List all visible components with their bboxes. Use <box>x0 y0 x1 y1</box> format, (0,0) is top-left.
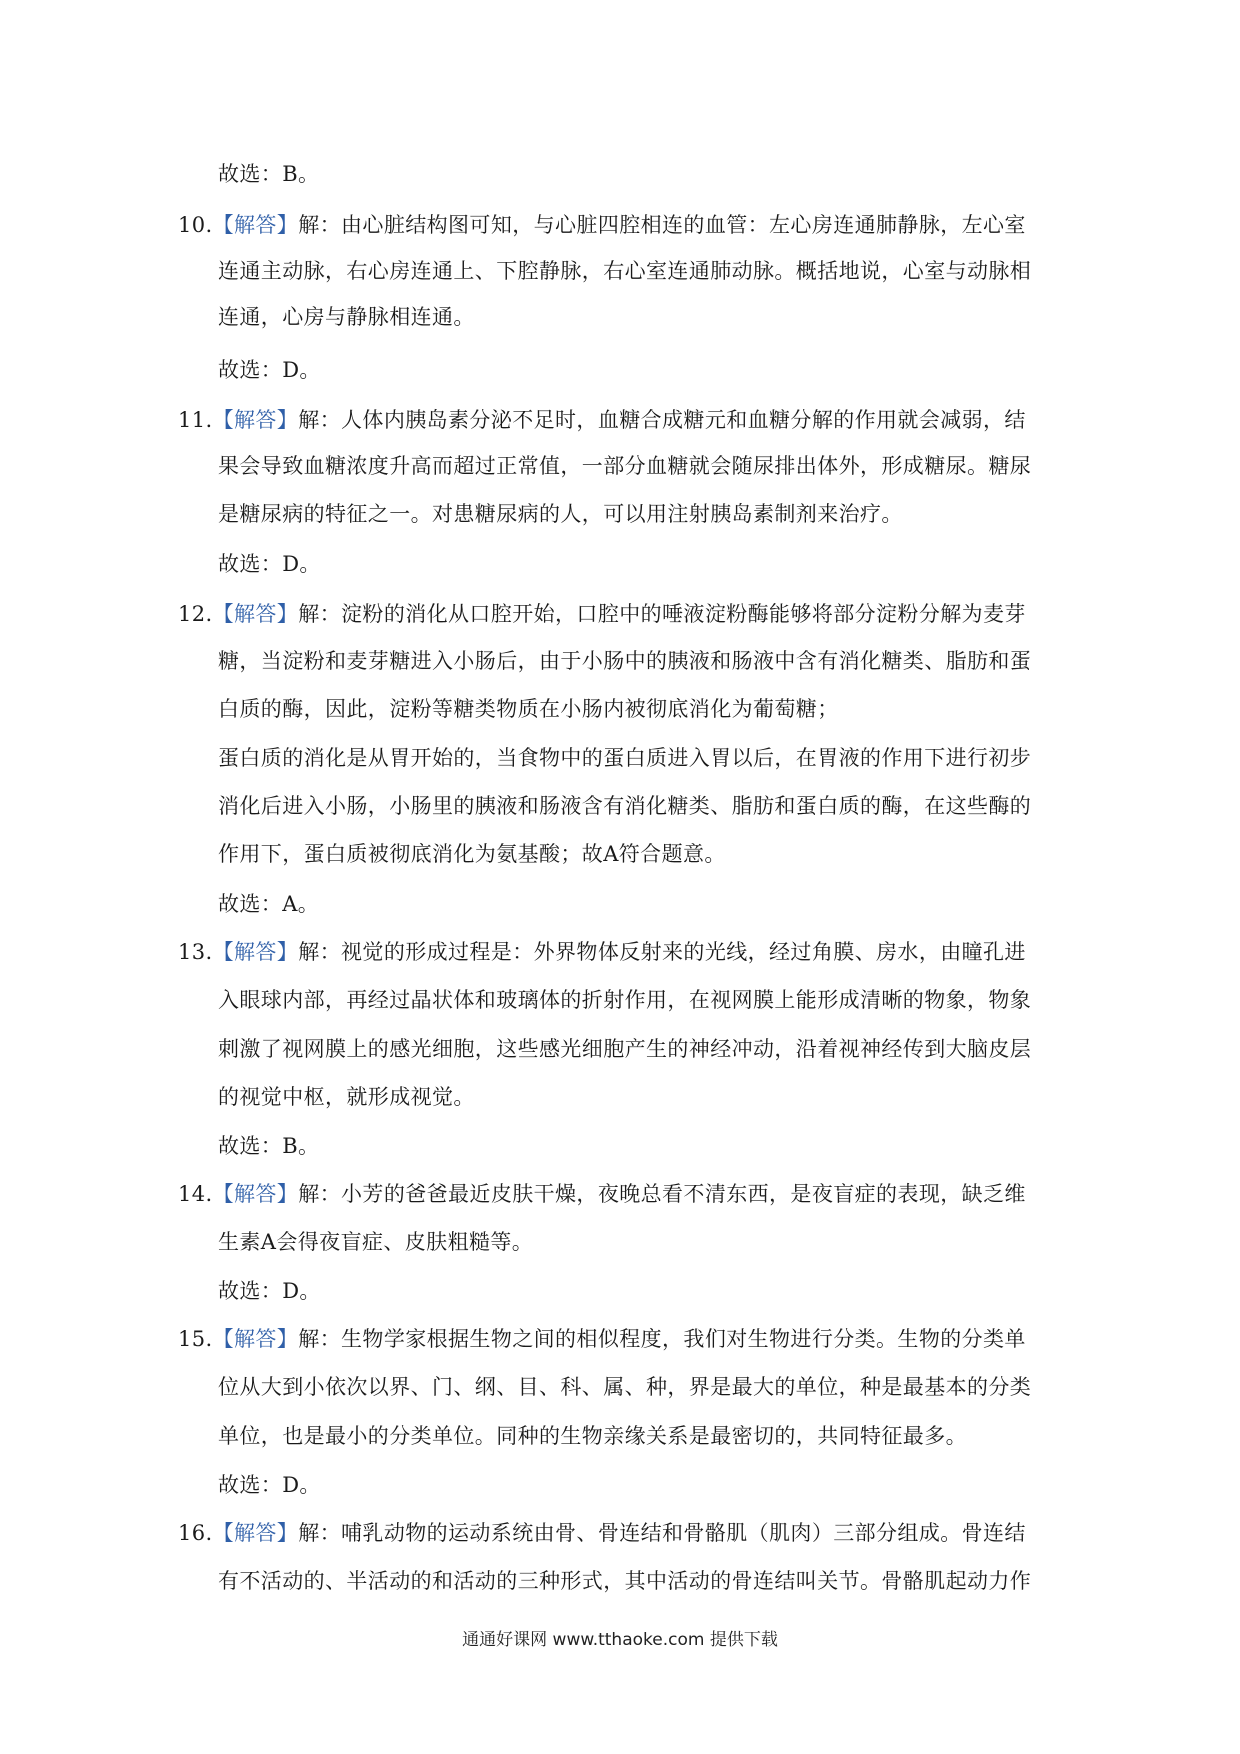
answer-text-line: 白质的酶，因此，淀粉等糖类物质在小肠内被彻底消化为葡萄糖； <box>218 697 839 721</box>
answer-text: 解：由心脏结构图可知，与心脏四腔相连的血管：左心房连通肺静脉，左心室 <box>298 213 1026 237</box>
answer-text-line: 位从大到小依次以界、门、纲、目、科、属、种，界是最大的单位，种是最基本的分类 <box>218 1375 1032 1399</box>
answer-text-line: 有不活动的、半活动的和活动的三种形式，其中活动的骨连结叫关节。骨骼肌起动力作 <box>218 1569 1032 1593</box>
answer-16-first-line <box>178 1519 1026 1547</box>
answer-number: 11. <box>178 408 213 432</box>
answer-text-line: 生素A会得夜盲症、皮肤粗糙等。 <box>218 1230 534 1254</box>
answer-text-line: 是糖尿病的特征之一。对患糖尿病的人，可以用注射胰岛素制剂来治疗。 <box>218 502 903 526</box>
answer-text-line: 果会导致血糖浓度升高而超过正常值，一部分血糖就会随尿排出体外，形成糖尿。糖尿 <box>218 454 1032 478</box>
answer-13-first-line <box>178 938 1026 966</box>
answer-number: 14. <box>178 1182 213 1206</box>
answer-conclusion: 故选：B。 <box>218 1134 320 1158</box>
answer-tag: 【解答】 <box>212 1182 299 1206</box>
answer-text: 解：生物学家根据生物之间的相似程度，我们对生物进行分类。生物的分类单 <box>298 1327 1026 1351</box>
answer-number: 10. <box>178 213 213 237</box>
answer-12-first-line <box>178 600 1026 628</box>
answer-conclusion: 故选：D。 <box>218 358 321 382</box>
answer-10-first-line <box>178 211 1026 239</box>
answer-number: 16. <box>178 1521 213 1545</box>
answer-text-line: 糖，当淀粉和麦芽糖进入小肠后，由于小肠中的胰液和肠液中含有消化糖类、脂肪和蛋 <box>218 649 1032 673</box>
answer-text: 解：人体内胰岛素分泌不足时，血糖合成糖元和血糖分解的作用就会减弱，结 <box>298 408 1026 432</box>
answer-text-line: 作用下，蛋白质被彻底消化为氨基酸；故A符合题意。 <box>218 842 726 866</box>
answer-tag: 【解答】 <box>212 1327 299 1351</box>
answer-text: 解：视觉的形成过程是：外界物体反射来的光线，经过角膜、房水，由瞳孔进 <box>298 940 1026 964</box>
answer-15-first-line <box>178 1325 1026 1353</box>
answer-conclusion: 故选：A。 <box>218 892 320 916</box>
answer-number: 15. <box>178 1327 213 1351</box>
answer-tag: 【解答】 <box>212 1521 299 1545</box>
answer-tag: 【解答】 <box>212 408 299 432</box>
answer-text: 解：淀粉的消化从口腔开始，口腔中的唾液淀粉酶能够将部分淀粉分解为麦芽 <box>298 602 1026 626</box>
answer-conclusion: 故选：D。 <box>218 1473 321 1497</box>
answer-number: 13. <box>178 940 213 964</box>
answer-text: 解：小芳的爸爸最近皮肤干燥，夜晚总看不清东西，是夜盲症的表现，缺乏维 <box>298 1182 1026 1206</box>
answer-text-line: 连通，心房与静脉相连通。 <box>218 305 475 329</box>
answer-text: 解：哺乳动物的运动系统由骨、骨连结和骨骼肌（肌肉）三部分组成。骨连结 <box>298 1521 1026 1545</box>
answer-tag: 【解答】 <box>212 940 299 964</box>
answer-text-line: 单位，也是最小的分类单位。同种的生物亲缘关系是最密切的，共同特征最多。 <box>218 1424 967 1448</box>
answer-number: 12. <box>178 602 213 626</box>
answer-text-line: 刺激了视网膜上的感光细胞，这些感光细胞产生的神经冲动，沿着视神经传到大脑皮层 <box>218 1037 1032 1061</box>
answer-text-line: 蛋白质的消化是从胃开始的，当食物中的蛋白质进入胃以后，在胃液的作用下进行初步 <box>218 746 1032 770</box>
answer-text-line: 入眼球内部，再经过晶状体和玻璃体的折射作用，在视网膜上能形成清晰的物象，物象 <box>218 988 1032 1012</box>
answer-text-line: 的视觉中枢，就形成视觉。 <box>218 1085 475 1109</box>
page-footer: 通通好课网 www.tthaoke.com 提供下载 <box>462 1630 778 1650</box>
answer-conclusion: 故选：B。 <box>218 162 320 186</box>
answer-tag: 【解答】 <box>212 213 299 237</box>
answer-conclusion: 故选：D。 <box>218 1279 321 1303</box>
answer-text-line: 消化后进入小肠，小肠里的胰液和肠液含有消化糖类、脂肪和蛋白质的酶，在这些酶的 <box>218 794 1032 818</box>
answer-tag: 【解答】 <box>212 602 299 626</box>
answer-text-line: 连通主动脉，右心房连通上、下腔静脉，右心室连通肺动脉。概括地说，心室与动脉相 <box>218 259 1032 283</box>
answer-conclusion: 故选：D。 <box>218 552 321 576</box>
answer-14-first-line <box>178 1180 1026 1208</box>
answer-11-first-line <box>178 406 1026 434</box>
